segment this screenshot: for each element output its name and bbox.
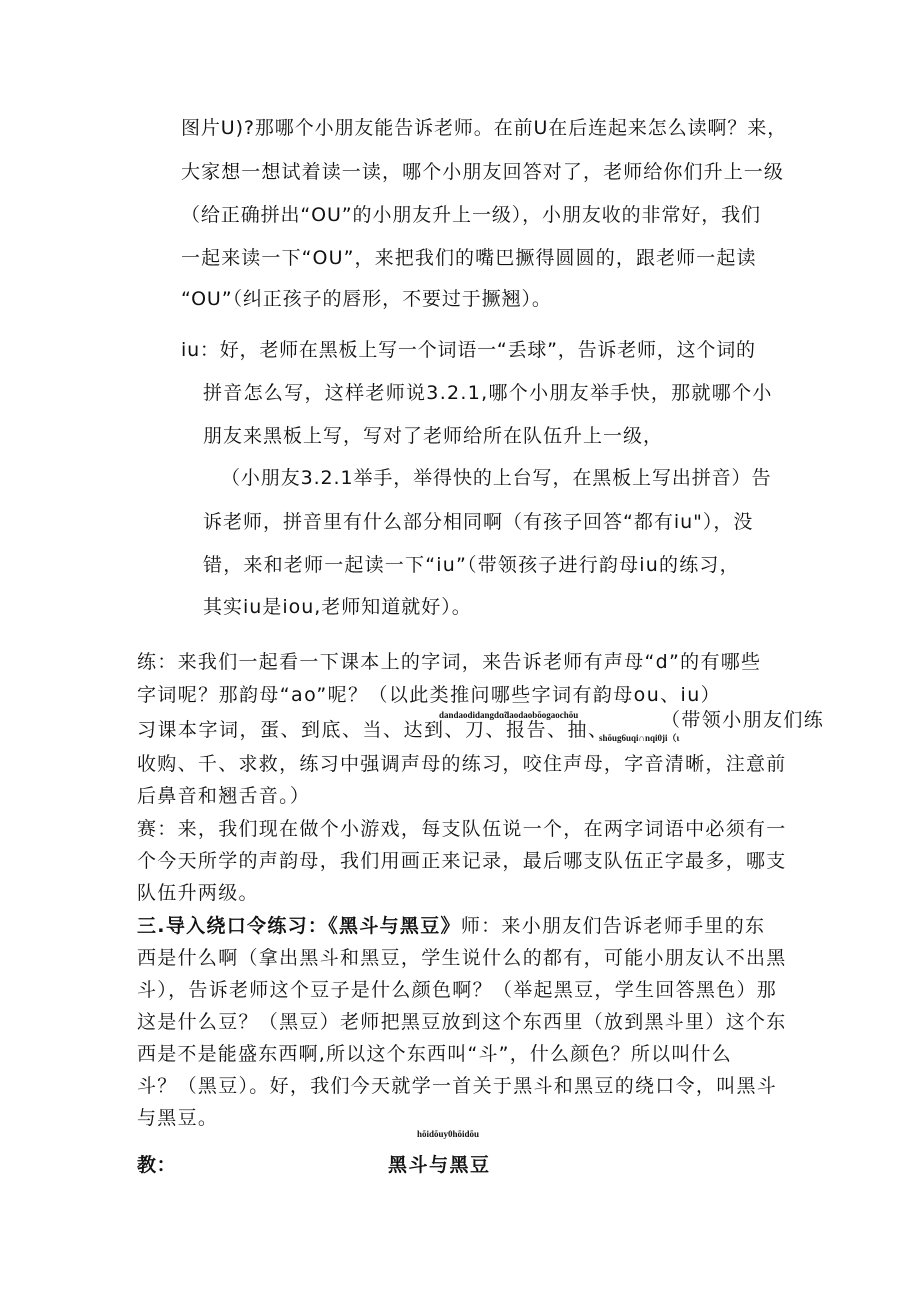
text-line: 诉老师，拼音里有什么部分相同啊（有孩子回答“都有iu"），没 (203, 511, 754, 533)
pinyin-annotation: shõug6uqi∩nqi0ji（ι (599, 733, 680, 743)
text-line (137, 917, 765, 936)
text-line: 个今天所学的声韵母，我们用画正来记录，最后哪支队伍正字最多，哪支 (137, 850, 787, 872)
text-line: 赛：来，我们现在做个小游戏，每支队伍说一个，在两字词语中必须有一 (137, 818, 787, 840)
text-line: 队伍升两级。 (137, 882, 259, 904)
text-line: 与黑豆。 (137, 1107, 219, 1129)
text-segment: 师：来小朋友们告诉老师手里的东 (460, 915, 766, 937)
text-line: （小朋友3.2.1举手，举得快的上台写，在黑板上写出拼音）告 (221, 467, 772, 489)
label-teach: 教： (137, 1154, 177, 1176)
text-line: 一起来读一下“OU”，来把我们的嘴巴撅得圆圆的，跟老师一起读 (181, 247, 757, 269)
text-line: 其实iu是iou,老师知道就好）。 (203, 596, 472, 618)
text-line: 后鼻音和翘舌音。） (137, 785, 311, 807)
text-line: 这是什么豆？（黑豆）老师把黑豆放到这个东西里（放到黑斗里）这个东 (137, 1011, 787, 1033)
text-line: iu：好，老师在黑板上写一个词语一“丢球”，告诉老师，这个词的 (181, 339, 756, 361)
text-line: 斗？（黑豆）。好，我们今天就学一首关于黑斗和黑豆的绕口令，叫黑斗 (137, 1075, 778, 1097)
pinyin-annotation: dandaodidangdɑ̃daodaobõogaochõu (439, 710, 579, 720)
text-line: 斗），告诉老师这个豆子是什么颜色啊？（举起黑豆，学生回答黑色）那 (137, 979, 778, 1001)
text-line: 西是不是能盛东西啊,所以这个东西叫“斗”，什么颜色？所以叫什么 (137, 1043, 732, 1065)
text-line: 图片U)?那哪个小朋友能告诉老师。在前U在后连起来怎么读啊？来， (181, 117, 788, 139)
poem-title: 黑斗与黑豆 (388, 1154, 491, 1176)
text-line: 收购、千、求救，练习中强调声母的练习，咬住声母，字音清晰，注意前 (137, 753, 787, 775)
text-line: 练：来我们一起看一下课本上的字词，来告诉老师有声母“d”的有哪些 (137, 651, 762, 673)
text-line: 习课本字词，蛋、到底、当、达到、刀、报告、抽、 (137, 719, 609, 741)
text-line: 字词呢？那韵母“ao”呢？（以此类推问哪些字词有韵母ou、iu） (137, 684, 722, 706)
text-line: （给正确拼出“OU”的小朋友升上一级），小朋友收的非常好，我们 (181, 204, 761, 226)
text-line: 拼音怎么写，这样老师说3.2.1,哪个小朋友举手快，那就哪个小 (203, 382, 773, 404)
text-line: 朋友来黑板上写，写对了老师给所在队伍升上一级， (203, 425, 664, 447)
text-line: “OU”（纠正孩子的唇形，不要过于撅翘）。 (181, 288, 552, 310)
text-line: （带领小朋友们练 (661, 709, 825, 731)
text-line: 错，来和老师一起读一下“iu”（带领孩子进行韵母iu的练习， (203, 554, 740, 576)
text-line: 大家想一想试着读一读，哪个小朋友回答对了，老师给你们升上一级 (181, 161, 785, 183)
pinyin-annotation: hõidõuy0hõidõu (417, 1129, 480, 1139)
section-heading: 三.导入绕口令练习：《黑斗与黑豆》 (137, 915, 461, 937)
text-line: 西是什么啊（拿出黑斗和黑豆，学生说什么的都有，可能小朋友认不出黑 (137, 947, 787, 969)
